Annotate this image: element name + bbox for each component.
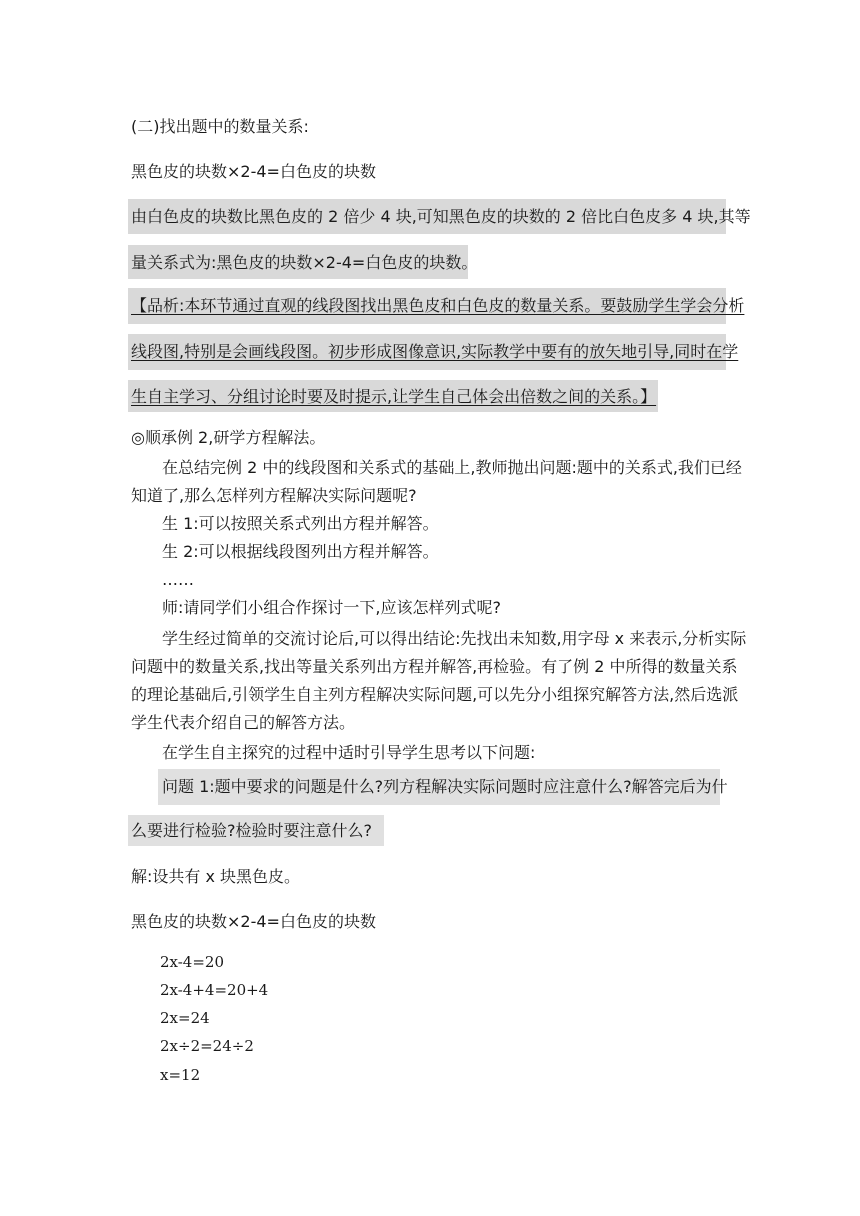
paragraph-line: 知道了,那么怎样列方程解决实际问题呢? [131,486,417,505]
paragraph-line: 在总结完例 2 中的线段图和关系式的基础上,教师抛出问题:题中的关系式,我们已经 [162,458,742,477]
question-line-2: 么要进行检验?检验时要注意什么? [131,821,372,840]
paragraph-line: 在学生自主探究的过程中适时引导学生思考以下问题: [162,743,536,762]
solution-intro: 解:设共有 x 块黑色皮。 [131,867,301,886]
equation-step: 2x÷2=24÷2 [160,1037,254,1055]
student-2-answer: 生 2:可以根据线段图列出方程并解答。 [162,542,439,561]
paragraph-line: 问题中的数量关系,找出等量关系列出方程并解答,再检验。有了例 2 中所得的数量关系 [131,657,738,676]
explain-line-1: 由白色皮的块数比黑色皮的 2 倍少 4 块,可知黑色皮的块数的 2 倍比白色皮多 4 块,其等 [131,207,751,226]
section-heading: (二)找出题中的数量关系: [131,117,309,136]
equation-step: x=12 [160,1066,201,1084]
relation-formula: 黑色皮的块数×2-4=白色皮的块数 [131,162,376,181]
analysis-line-2: 线段图,特别是会画线段图。初步形成图像意识,实际教学中要有的放矢地引导,同时在学 [131,342,739,361]
analysis-line-3: 生自主学习、分组讨论时要及时提示,让学生自己体会出倍数之间的关系。】 [131,387,657,406]
paragraph-line: 的理论基础后,引领学生自主列方程解决实际问题,可以先分小组探究解答方法,然后选派 [131,685,739,704]
student-1-answer: 生 1:可以按照关系式列出方程并解答。 [162,514,439,533]
teacher-prompt: 师:请同学们小组合作探讨一下,应该怎样列式呢? [162,598,501,617]
equation-step: 2x=24 [160,1009,210,1027]
question-line-1: 问题 1:题中要求的问题是什么?列方程解决实际问题时应注意什么?解答完后为什 [162,777,728,796]
equation-step: 2x-4=20 [160,953,225,971]
analysis-line-1: 【品析:本环节通过直观的线段图找出黑色皮和白色皮的数量关系。要鼓励学生学会分析 [131,296,745,315]
paragraph-intro: ◎顺承例 2,研学方程解法。 [131,428,326,447]
equation-step: 2x-4+4=20+4 [160,981,269,999]
solution-relation: 黑色皮的块数×2-4=白色皮的块数 [131,912,376,931]
paragraph-line: 学生代表介绍自己的解答方法。 [131,713,356,732]
explain-line-2: 量关系式为:黑色皮的块数×2-4=白色皮的块数。 [131,253,478,272]
paragraph-line: 学生经过简单的交流讨论后,可以得出结论:先找出未知数,用字母 x 来表示,分析实际 [162,629,747,648]
ellipsis: …… [162,570,194,589]
